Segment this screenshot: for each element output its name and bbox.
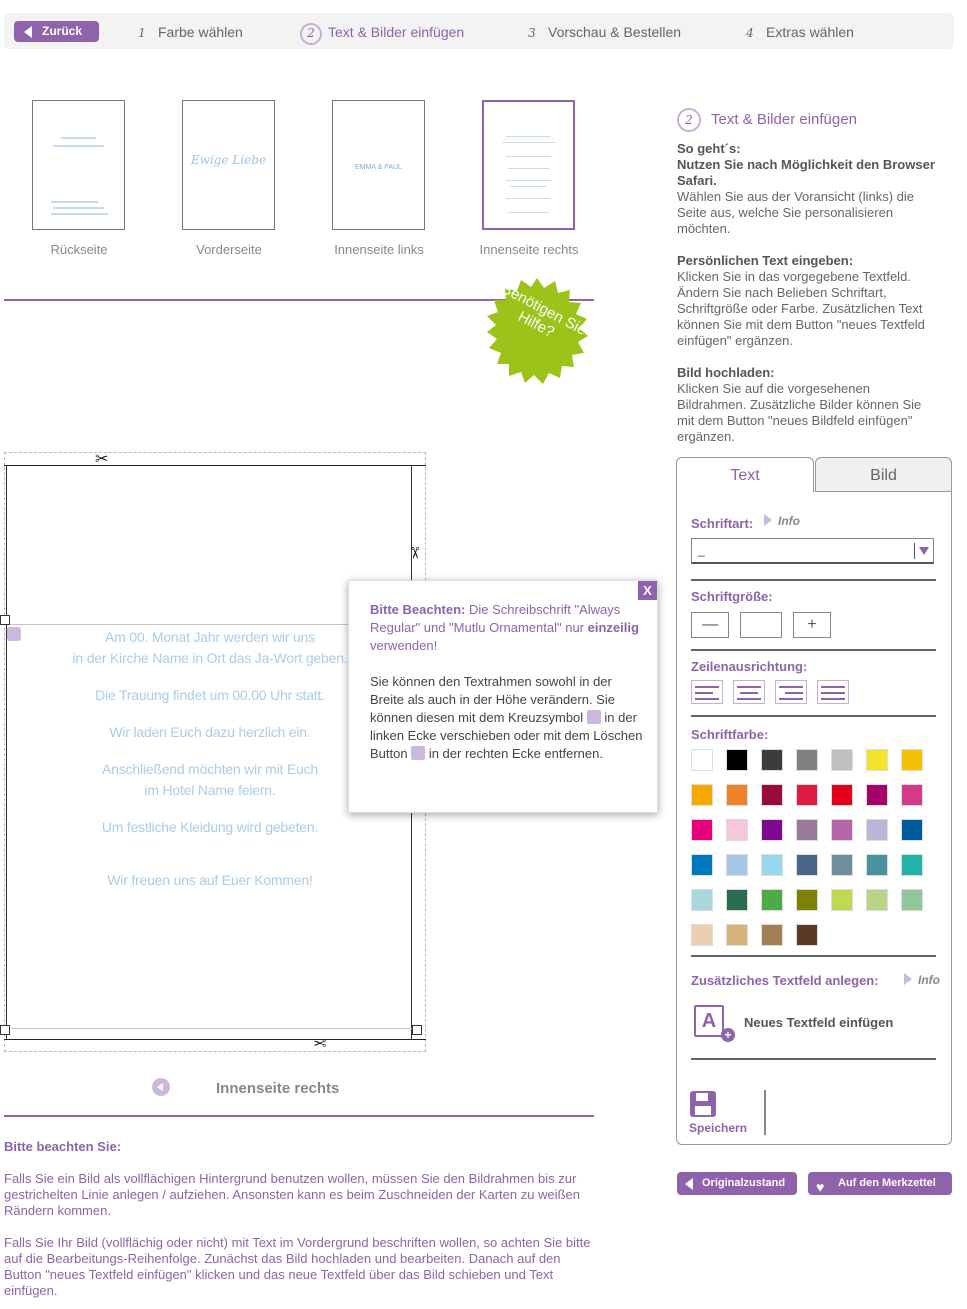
thumb-line xyxy=(61,137,96,139)
thumb-line xyxy=(508,168,549,169)
extra-info-link[interactable]: Info xyxy=(904,973,940,987)
align-line xyxy=(695,698,719,700)
thumb-vorderseite[interactable] xyxy=(182,100,275,230)
color-swatch[interactable] xyxy=(726,749,748,771)
font-size-input[interactable] xyxy=(740,612,782,638)
color-swatch[interactable] xyxy=(866,784,888,806)
color-swatch[interactable] xyxy=(726,889,748,911)
notes-paragraph: Falls Sie ein Bild als vollflächigen Hintergrund benutzen wollen, müssen Sie den Bildrahmen bis zur gestrichelten Linie anlegen / aufziehen. Ansonsten kann es beim Zuschneiden der Karten zu weißen Rändern kommen. xyxy=(4,1171,580,1218)
color-swatch[interactable] xyxy=(796,784,818,806)
popup-paragraph: Bitte Beachten: Die Schreibschrift "Always Regular" und "Mutlu Ornamental" nur einzeilig verwenden! xyxy=(370,602,639,653)
help-title: 2 Text & Bilder einfügen xyxy=(677,108,857,132)
text-add-icon: A xyxy=(694,1005,724,1037)
color-swatch[interactable] xyxy=(866,819,888,841)
invitation-line: Wir laden Euch dazu herzlich ein. xyxy=(109,724,311,740)
color-swatch[interactable] xyxy=(796,819,818,841)
thumb-line xyxy=(506,156,551,157)
color-swatch[interactable] xyxy=(831,889,853,911)
save-icon xyxy=(690,1091,716,1117)
align-left-button[interactable] xyxy=(691,680,723,704)
divider xyxy=(691,649,936,651)
color-swatch[interactable] xyxy=(866,889,888,911)
cut-line-bottom xyxy=(4,1039,426,1040)
color-swatch[interactable] xyxy=(726,784,748,806)
color-swatch[interactable] xyxy=(866,854,888,876)
color-swatch[interactable] xyxy=(691,924,713,946)
font-label: Schriftart: xyxy=(691,516,754,531)
color-swatch[interactable] xyxy=(831,819,853,841)
thumb-line xyxy=(51,201,98,203)
extra-textfield-label: Zusätzliches Textfeld anlegen: xyxy=(691,973,879,988)
color-swatch[interactable] xyxy=(796,924,818,946)
color-swatch[interactable] xyxy=(901,784,923,806)
cut-line-top xyxy=(4,465,426,466)
step-number: 4 xyxy=(746,26,754,40)
delete-icon xyxy=(411,746,425,760)
align-line xyxy=(695,686,719,688)
reset-button[interactable]: Originalzustand xyxy=(677,1172,797,1195)
color-swatch[interactable] xyxy=(726,819,748,841)
align-center-button[interactable] xyxy=(733,680,765,704)
divider xyxy=(764,1090,766,1135)
font-info-link[interactable]: Info xyxy=(764,514,800,528)
color-swatch[interactable] xyxy=(691,749,713,771)
thumb-line xyxy=(53,207,104,209)
invitation-line: im Hotel Name feiern. xyxy=(144,782,276,798)
thumb-line xyxy=(510,186,547,187)
font-color-label: Schriftfarbe: xyxy=(691,727,769,742)
wishlist-button[interactable]: ♥ Auf den Merkzettel xyxy=(808,1172,952,1195)
font-select[interactable]: _ xyxy=(691,538,934,564)
heart-icon: ♥ xyxy=(816,1179,825,1195)
help-badge-text[interactable]: Benötigen Sie Hilfe? xyxy=(498,280,590,342)
font-size-increase-button[interactable]: + xyxy=(793,612,831,638)
thumb-line xyxy=(506,136,551,137)
align-line xyxy=(821,698,845,700)
align-line xyxy=(821,686,845,688)
invitation-line: Um festliche Kleidung wird gebeten. xyxy=(101,819,319,835)
invitation-line: Anschließend möchten wir mit Euch xyxy=(102,761,318,777)
color-swatch[interactable] xyxy=(691,854,713,876)
step-1[interactable]: 1 Farbe wählen xyxy=(132,22,243,42)
prev-page-button[interactable] xyxy=(152,1078,170,1096)
color-swatch[interactable] xyxy=(901,819,923,841)
chevron-down-icon xyxy=(919,547,929,555)
align-line xyxy=(695,692,713,694)
color-swatch[interactable] xyxy=(761,749,783,771)
tab-text[interactable]: Text xyxy=(676,457,814,492)
resize-handle[interactable] xyxy=(0,1025,10,1035)
color-swatch[interactable] xyxy=(901,889,923,911)
arrow-left-icon xyxy=(24,26,32,38)
step-4[interactable]: 4 Extras wählen xyxy=(740,22,854,42)
color-swatch[interactable] xyxy=(726,854,748,876)
divider xyxy=(691,715,936,717)
move-icon xyxy=(587,710,601,724)
color-swatch[interactable] xyxy=(796,854,818,876)
divider xyxy=(691,955,936,957)
alignment-label: Zeilenausrichtung: xyxy=(691,659,808,674)
color-swatch[interactable] xyxy=(691,889,713,911)
thumb-names: EMMA & PAUL xyxy=(355,164,402,171)
thumb-label: Innenseite links xyxy=(334,242,424,257)
color-swatch[interactable] xyxy=(691,784,713,806)
help-howto: So geht´s: Nutzen Sie nach Möglichkeit den Browser Safari. Wählen Sie aus der Voransicht (links) die Seite aus, welche Sie personalisieren möchten. xyxy=(677,141,935,236)
tab-image[interactable]: Bild xyxy=(815,457,952,492)
step-number: 2 xyxy=(300,23,322,45)
invitation-line: in der Kirche Name in Ort das Ja-Wort geben. xyxy=(72,650,348,666)
divider xyxy=(691,1058,936,1060)
help-image: Bild hochladen: Klicken Sie auf die vorgesehenen Bildrahmen. Zusätzliche Bilder können Sie mit dem Button "neues Bildfeld einfügen" ergänzen. xyxy=(677,365,922,444)
color-swatch[interactable] xyxy=(831,749,853,771)
step-number: 1 xyxy=(138,26,146,40)
current-page-name: Innenseite rechts xyxy=(216,1080,340,1097)
close-icon[interactable]: X xyxy=(638,581,657,600)
thumb-innenseite-rechts[interactable] xyxy=(482,100,575,230)
scissors-icon: ✂ xyxy=(405,546,423,560)
thumb-line xyxy=(51,213,108,215)
resize-handle[interactable] xyxy=(412,1025,422,1035)
thumb-line xyxy=(53,145,104,147)
invitation-line: Am 00. Monat Jahr werden wir uns xyxy=(105,629,315,645)
thumb-innenseite-links[interactable] xyxy=(332,100,425,230)
thumb-rueckseite[interactable] xyxy=(32,100,125,230)
info-popup xyxy=(348,580,658,813)
thumb-line xyxy=(506,198,551,199)
thumb-line xyxy=(502,142,555,143)
align-line xyxy=(740,692,758,694)
align-line xyxy=(737,698,761,700)
color-swatch[interactable] xyxy=(761,924,783,946)
arrow-left-icon xyxy=(157,1083,163,1091)
help-text: Persönlichen Text eingeben: Klicken Sie in das vorgegebene Textfeld. Ändern Sie nach Belieben Schriftart, Schriftgröße oder Farbe. Zusätzlichen Text können Sie mit dem Button "neues Textfeld einfügen" ergänzen. xyxy=(677,253,925,348)
color-swatch[interactable] xyxy=(796,889,818,911)
save-button[interactable]: Speichern xyxy=(688,1090,758,1136)
plus-icon: + xyxy=(721,1028,735,1042)
popup-paragraph: Sie können den Textrahmen sowohl in der Breite als auch in der Höhe verändern. Sie können diesen mit dem Kreuzsymbol in der linken Ecke verschieben oder mit dem Löschen Button in der rechten Ecke entfernen. xyxy=(370,674,643,761)
thumb-label: Vorderseite xyxy=(196,242,262,257)
color-swatch[interactable] xyxy=(761,889,783,911)
thumb-label: Innenseite rechts xyxy=(479,242,579,257)
thumb-line xyxy=(508,212,549,213)
thumb-label: Rückseite xyxy=(50,242,108,257)
scissors-icon: ✂ xyxy=(95,451,109,468)
step-number: 3 xyxy=(528,26,536,40)
scissors-icon: ✂ xyxy=(313,1036,327,1053)
invitation-line: Die Trauung findet um 00.00 Uhr statt. xyxy=(95,687,325,703)
align-line xyxy=(779,686,803,688)
arrow-left-icon xyxy=(685,1178,693,1190)
color-swatch[interactable] xyxy=(761,784,783,806)
step-number: 2 xyxy=(677,108,701,132)
color-swatch[interactable] xyxy=(831,784,853,806)
color-swatch[interactable] xyxy=(761,819,783,841)
chevron-right-icon xyxy=(764,514,772,526)
color-swatch[interactable] xyxy=(831,854,853,876)
step-3[interactable]: 3 Vorschau & Bestellen xyxy=(522,22,681,42)
thumb-title: Ewige Liebe xyxy=(190,153,267,167)
color-swatch[interactable] xyxy=(901,854,923,876)
align-line xyxy=(785,692,803,694)
align-right-button[interactable] xyxy=(775,680,807,704)
color-swatch[interactable] xyxy=(691,819,713,841)
new-textfield-button[interactable]: A + Neues Textfeld einfügen xyxy=(691,1003,931,1043)
color-swatch[interactable] xyxy=(901,749,923,771)
color-swatch[interactable] xyxy=(866,749,888,771)
color-swatch[interactable] xyxy=(796,749,818,771)
color-swatch[interactable] xyxy=(726,924,748,946)
color-swatch[interactable] xyxy=(761,854,783,876)
back-button[interactable]: Zurück xyxy=(14,21,99,42)
step-bar xyxy=(4,13,954,49)
resize-handle[interactable] xyxy=(0,615,10,625)
notes-title: Bitte beachten Sie: xyxy=(4,1139,122,1154)
align-line xyxy=(821,692,845,694)
align-justify-button[interactable] xyxy=(817,680,849,704)
invitation-line: Wir freuen uns auf Euer Kommen! xyxy=(107,872,313,888)
align-line xyxy=(779,698,803,700)
select-divider xyxy=(914,543,915,559)
notes-paragraph: Falls Sie Ihr Bild (vollflächig oder nicht) mit Text im Vordergrund beschriften wollen, so achten Sie bitte auf die Bearbeitungs-Reihenfolge. Zunächst das Bild hochladen und bearbeiten. Danach auf den Button "neues Textfeld einfügen" klicken und das neue Textfeld über das Bild schieben und Text einfügen. xyxy=(4,1235,591,1298)
chevron-right-icon xyxy=(904,973,912,985)
divider xyxy=(4,1115,594,1117)
align-line xyxy=(737,686,761,688)
font-size-label: Schriftgröße: xyxy=(691,589,773,604)
thumb-line xyxy=(506,180,551,181)
divider xyxy=(691,579,936,581)
step-2[interactable]: 2 Text & Bilder einfügen xyxy=(300,22,464,42)
font-size-decrease-button[interactable]: — xyxy=(691,612,729,638)
